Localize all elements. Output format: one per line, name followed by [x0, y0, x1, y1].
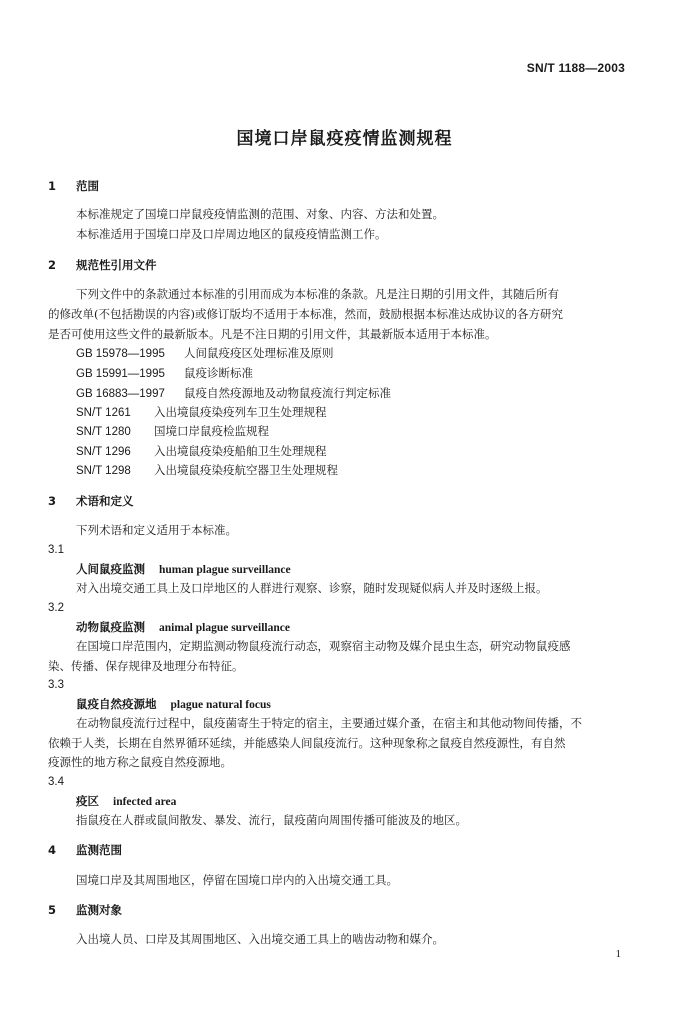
reference-title: 入出境鼠疫染疫航空器卫生处理规程	[154, 463, 338, 477]
term-zh: 鼠疫自然疫源地	[76, 697, 157, 711]
reference-item	[76, 346, 334, 361]
body-line: 下列术语和定义适用于本标准。	[76, 523, 237, 537]
standard-number: SN/T 1188—2003	[526, 61, 625, 75]
section-5-heading	[48, 903, 122, 917]
term-number: 3.2	[48, 602, 64, 614]
term-number: 3.1	[48, 544, 64, 556]
body-line: 的修改单(不包括勘误的内容)或修订版均不适用于本标准，然而，鼓励根据本标准达成协议的各方研究	[48, 307, 563, 321]
reference-code: SN/T 1298	[76, 465, 131, 477]
section-title: 范围	[76, 179, 99, 193]
body-line: 染、传播、保存规律及地理分布特征。	[48, 659, 244, 673]
reference-code: GB 15978—1995	[76, 348, 165, 360]
body-line: 国境口岸及其周围地区，停留在国境口岸内的入出境交通工具。	[76, 873, 398, 887]
section-1-heading	[48, 179, 99, 193]
term-number: 3.4	[48, 776, 64, 788]
body-line: 本标准适用于国境口岸及口岸周边地区的鼠疫疫情监测工作。	[76, 227, 387, 241]
term-en: animal plague surveillance	[159, 622, 290, 634]
reference-item	[76, 405, 327, 420]
term-number: 3.3	[48, 679, 64, 691]
section-number: 4	[48, 843, 57, 857]
term-heading	[76, 697, 271, 712]
reference-item	[76, 444, 327, 459]
reference-code: GB 15991—1995	[76, 368, 165, 380]
reference-item	[76, 366, 253, 381]
reference-title: 入出境鼠疫染疫船舶卫生处理规程	[154, 444, 327, 458]
section-2-heading	[48, 258, 157, 272]
body-line: 在动物鼠疫流行过程中，鼠疫菌寄生于特定的宿主，主要通过媒介蚤，在宿主和其他动物间传播，不	[76, 716, 582, 730]
term-heading	[76, 562, 291, 577]
body-line: 是否可使用这些文件的最新版本。凡是不注日期的引用文件，其最新版本适用于本标准。	[48, 327, 497, 341]
section-4-heading	[48, 843, 122, 857]
reference-code: SN/T 1261	[76, 407, 131, 419]
body-line: 对入出境交通工具上及口岸地区的人群进行观察、诊察，随时发现疑似病人并及时逐级上报。	[76, 581, 548, 595]
reference-title: 国境口岸鼠疫检监规程	[154, 424, 269, 438]
term-zh: 疫区	[76, 794, 99, 808]
body-line: 疫源性的地方称之鼠疫自然疫源地。	[48, 755, 232, 769]
body-line: 本标准规定了国境口岸鼠疫疫情监测的范围、对象、内容、方法和处置。	[76, 207, 444, 221]
body-line: 在国境口岸范围内，定期监测动物鼠疫流行动态，观察宿主动物及媒介昆虫生态，研究动物鼠疫感	[76, 639, 571, 653]
term-zh: 人间鼠疫监测	[76, 562, 145, 576]
reference-title: 入出境鼠疫染疫列车卫生处理规程	[154, 405, 327, 419]
reference-code: SN/T 1280	[76, 426, 131, 438]
reference-code: SN/T 1296	[76, 446, 131, 458]
section-number: 2	[48, 258, 57, 272]
term-heading	[76, 794, 176, 809]
section-title: 监测对象	[76, 903, 122, 917]
reference-item	[76, 424, 269, 439]
body-line: 下列文件中的条款通过本标准的引用而成为本标准的条款。凡是注日期的引用文件，其随后所有	[76, 287, 559, 301]
body-line: 依赖于人类，长期在自然界循环延续，并能感染人间鼠疫流行。这种现象称之鼠疫自然疫源性，有自然	[48, 736, 566, 750]
section-number: 1	[48, 179, 57, 193]
reference-item	[76, 386, 391, 401]
section-number: 3	[48, 494, 57, 508]
section-title: 监测范围	[76, 843, 122, 857]
term-en: human plague surveillance	[159, 564, 291, 576]
reference-title: 鼠疫诊断标准	[184, 366, 253, 380]
reference-item	[76, 463, 338, 478]
section-title: 术语和定义	[76, 494, 134, 508]
term-zh: 动物鼠疫监测	[76, 620, 145, 634]
term-en: plague natural focus	[170, 699, 271, 711]
term-en: infected area	[113, 796, 177, 808]
page-number: 1	[615, 948, 621, 960]
section-title: 规范性引用文件	[76, 258, 157, 272]
term-heading	[76, 620, 290, 635]
section-3-heading	[48, 494, 134, 508]
body-line: 指鼠疫在人群或鼠间散发、暴发、流行，鼠疫菌向周围传播可能波及的地区。	[76, 813, 467, 827]
reference-code: GB 16883—1997	[76, 388, 165, 400]
document-title: 国境口岸鼠疫疫情监测规程	[236, 129, 453, 149]
reference-title: 人间鼠疫疫区处理标准及原则	[184, 346, 334, 360]
body-line: 入出境人员、口岸及其周围地区、入出境交通工具上的啮齿动物和媒介。	[76, 932, 444, 946]
section-number: 5	[48, 903, 57, 917]
reference-title: 鼠疫自然疫源地及动物鼠疫流行判定标准	[184, 386, 391, 400]
